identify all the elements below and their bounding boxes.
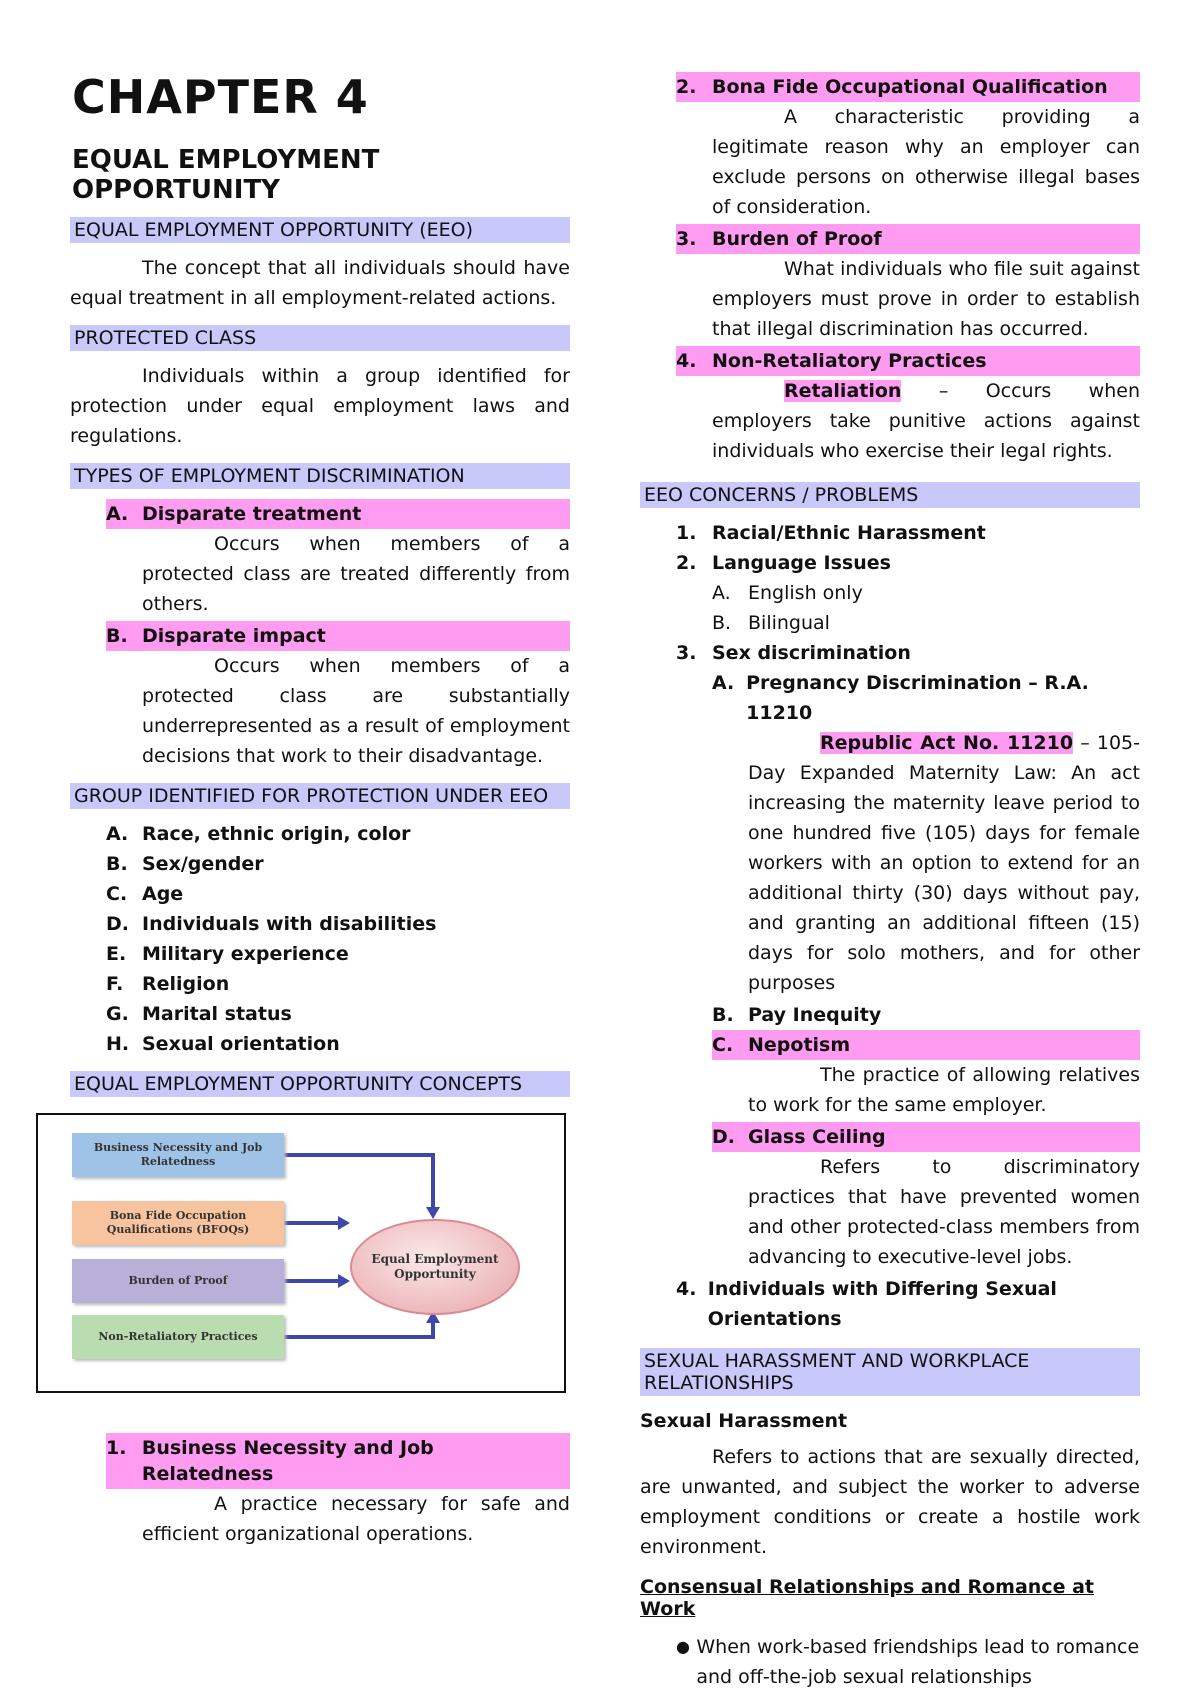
concerns-list — [640, 518, 1140, 578]
concept-description: What individuals who file suit against employers must prove in order to establish that illegal discrimination has occurred. — [712, 258, 1140, 340]
item-label: Individuals with Differing Sexual Orientations — [707, 1278, 1057, 1330]
ra-11210-description — [748, 728, 1140, 998]
left-column — [70, 72, 570, 1551]
list-item — [712, 1000, 1140, 1030]
diagram-box-business-necessity: Business Necessity and Job Relatedness — [72, 1133, 284, 1177]
arrow-head — [338, 1216, 350, 1230]
concern-item-nepotism — [712, 1030, 1140, 1060]
glass-ceiling-description: Refers to discriminatory practices that have prevented women and other protected-class members from advancing to executive-level jobs. — [748, 1156, 1140, 1268]
item-label: Non-Retaliatory Practices — [712, 350, 987, 372]
diagram-box-bfoq: Bona Fide Occupation Qualifications (BFOQs) — [72, 1201, 284, 1245]
list-item — [712, 608, 1140, 638]
item-label: Sex discrimination — [712, 642, 911, 664]
diagram-center-eeo: Equal Employment Opportunity — [350, 1219, 520, 1315]
item-label: Bona Fide Occupational Qualification — [712, 76, 1108, 98]
concept-item — [106, 1433, 570, 1489]
section-sexual-harassment: SEXUAL HARASSMENT AND WORKPLACE RELATIONSHIPS — [640, 1348, 1140, 1396]
sex-discrimination-sublist — [640, 1000, 1140, 1030]
concerns-list — [640, 1274, 1140, 1334]
type-description: Occurs when members of a protected class are substantially underrepresented as a result of employment decisions that work to their disadvantage. — [142, 654, 570, 767]
item-label: Pregnancy Discrimination – R.A. 11210 — [746, 672, 1089, 724]
item-label: Sex/gender — [142, 852, 264, 875]
item-marker: 4. — [676, 350, 697, 372]
concept-item — [676, 224, 1140, 254]
item-marker: B. — [106, 852, 128, 875]
type-description: Occurs when members of a protected class are treated differently from others. — [142, 532, 570, 615]
item-marker: G. — [106, 1002, 129, 1025]
item-marker: D. — [712, 1126, 735, 1148]
item-label: Religion — [142, 972, 230, 995]
list-item — [676, 548, 1140, 578]
item-marker: A. — [106, 822, 129, 845]
item-label: Military experience — [142, 942, 349, 965]
list-item — [676, 1274, 1140, 1334]
item-label: Bilingual — [748, 612, 830, 634]
concept-item — [676, 72, 1140, 102]
concerns-list — [640, 638, 1140, 668]
list-item — [106, 969, 570, 999]
item-marker: E. — [106, 942, 127, 965]
highlighted-term: Retaliation — [784, 380, 902, 402]
diagram-box-non-retaliatory: Non-Retaliatory Practices — [72, 1315, 284, 1359]
list-item — [676, 518, 1140, 548]
list-item — [106, 819, 570, 849]
diagram-box-burden-of-proof: Burden of Proof — [72, 1259, 284, 1303]
sex-discrimination-sublist — [640, 668, 1140, 728]
bullet-text: When work-based friendships lead to romance and off-the-job sexual relationships — [696, 1636, 1140, 1688]
concept-item — [676, 346, 1140, 376]
section-eeo: EQUAL EMPLOYMENT OPPORTUNITY (EEO) — [70, 217, 570, 243]
item-marker: B. — [712, 1004, 734, 1026]
item-label: English only — [748, 582, 863, 604]
list-item — [106, 1029, 570, 1059]
right-column — [640, 72, 1140, 1692]
list-item — [106, 879, 570, 909]
language-issues-sublist — [640, 578, 1140, 638]
item-marker: 1. — [106, 1436, 127, 1459]
sexual-harassment-title: Sexual Harassment — [640, 1410, 848, 1432]
item-label: Disparate impact — [142, 624, 326, 647]
item-marker: 2. — [676, 552, 697, 574]
item-marker: A. — [712, 672, 735, 694]
section-eeo-concepts: EQUAL EMPLOYMENT OPPORTUNITY CONCEPTS — [70, 1071, 570, 1097]
bullet-icon: ● — [676, 1637, 690, 1656]
item-marker: 2. — [676, 76, 697, 98]
item-marker: A. — [712, 582, 731, 604]
item-label: Sexual orientation — [142, 1032, 340, 1055]
item-marker: 3. — [676, 228, 697, 250]
list-item — [106, 939, 570, 969]
arrow-business-necessity — [284, 1155, 433, 1207]
concept-description — [712, 376, 1140, 466]
arrow-head — [426, 1207, 440, 1219]
item-label: Language Issues — [712, 552, 891, 574]
nepotism-description: The practice of allowing relatives to work for the same employer. — [748, 1064, 1140, 1116]
item-label: Racial/Ethnic Harassment — [712, 522, 986, 544]
item-label: Race, ethnic origin, color — [142, 822, 411, 845]
list-item — [712, 668, 1140, 728]
item-label: Glass Ceiling — [748, 1126, 886, 1148]
eeo-definition: The concept that all individuals should have equal treatment in all employment-related actions. — [70, 256, 570, 309]
item-marker: H. — [106, 1032, 130, 1055]
item-marker: A. — [106, 502, 129, 525]
highlighted-term: Republic Act No. 11210 — [820, 732, 1074, 754]
item-marker: D. — [106, 912, 129, 935]
eeo-concepts-diagram — [36, 1113, 566, 1393]
item-label: Nepotism — [748, 1034, 851, 1056]
section-protected-class: PROTECTED CLASS — [70, 325, 570, 351]
item-label: Pay Inequity — [748, 1004, 882, 1026]
consensual-relationships-title: Consensual Relationships and Romance at Work — [640, 1576, 1094, 1620]
type-item — [106, 499, 570, 529]
list-item — [106, 849, 570, 879]
item-marker: 4. — [676, 1278, 697, 1300]
type-item — [106, 621, 570, 651]
item-label: Marital status — [142, 1002, 292, 1025]
item-marker: C. — [106, 882, 128, 905]
item-label: Individuals with disabilities — [142, 912, 437, 935]
concept-description: A characteristic providing a legitimate reason why an employer can exclude persons on otherwise illegal bases of consideration. — [712, 106, 1140, 218]
item-label: Disparate treatment — [142, 502, 362, 525]
section-types-discrimination: TYPES OF EMPLOYMENT DISCRIMINATION — [70, 463, 570, 489]
term-definition: – 105-Day Expanded Maternity Law: An act increasing the maternity leave period to one hundred five (105) days for female workers with an option to extend for an additional thirty (30) days without pay, and granting an additional fifteen (15) days for solo mothers, and for other purposes — [748, 732, 1141, 994]
item-marker: B. — [106, 624, 128, 647]
item-marker: C. — [712, 1034, 734, 1056]
item-marker: F. — [106, 972, 124, 995]
bullet-item — [676, 1632, 1140, 1692]
arrow-non-retaliatory — [284, 1323, 433, 1337]
list-item — [712, 578, 1140, 608]
item-marker: 3. — [676, 642, 697, 664]
item-label: Age — [142, 882, 184, 905]
concern-item-glass-ceiling — [712, 1122, 1140, 1152]
protected-groups-list — [70, 819, 570, 1059]
item-marker: B. — [712, 612, 732, 634]
concept-description: A practice necessary for safe and efficient organizational operations. — [142, 1492, 570, 1545]
item-marker: 1. — [676, 522, 697, 544]
chapter-subtitle: EQUAL EMPLOYMENT OPPORTUNITY — [72, 144, 380, 205]
term-definition: – Occurs when employers take punitive actions against individuals who exercise their legal rights. — [712, 380, 1140, 462]
item-label: Burden of Proof — [712, 228, 882, 250]
list-item — [106, 999, 570, 1029]
arrow-head — [338, 1274, 350, 1288]
list-item — [106, 909, 570, 939]
section-eeo-concerns: EEO CONCERNS / PROBLEMS — [640, 482, 1140, 508]
sexual-harassment-definition: Refers to actions that are sexually directed, are unwanted, and subject the worker to adverse employment conditions or create a hostile work environment. — [640, 1446, 1140, 1558]
section-protected-groups: GROUP IDENTIFIED FOR PROTECTION UNDER EEO — [70, 783, 570, 809]
list-item — [676, 638, 1140, 668]
item-label: Business Necessity and Job Relatedness — [141, 1436, 434, 1485]
chapter-title: CHAPTER 4 — [72, 70, 369, 124]
protected-class-definition: Individuals within a group identified for protection under equal employment laws and regulations. — [70, 364, 570, 447]
